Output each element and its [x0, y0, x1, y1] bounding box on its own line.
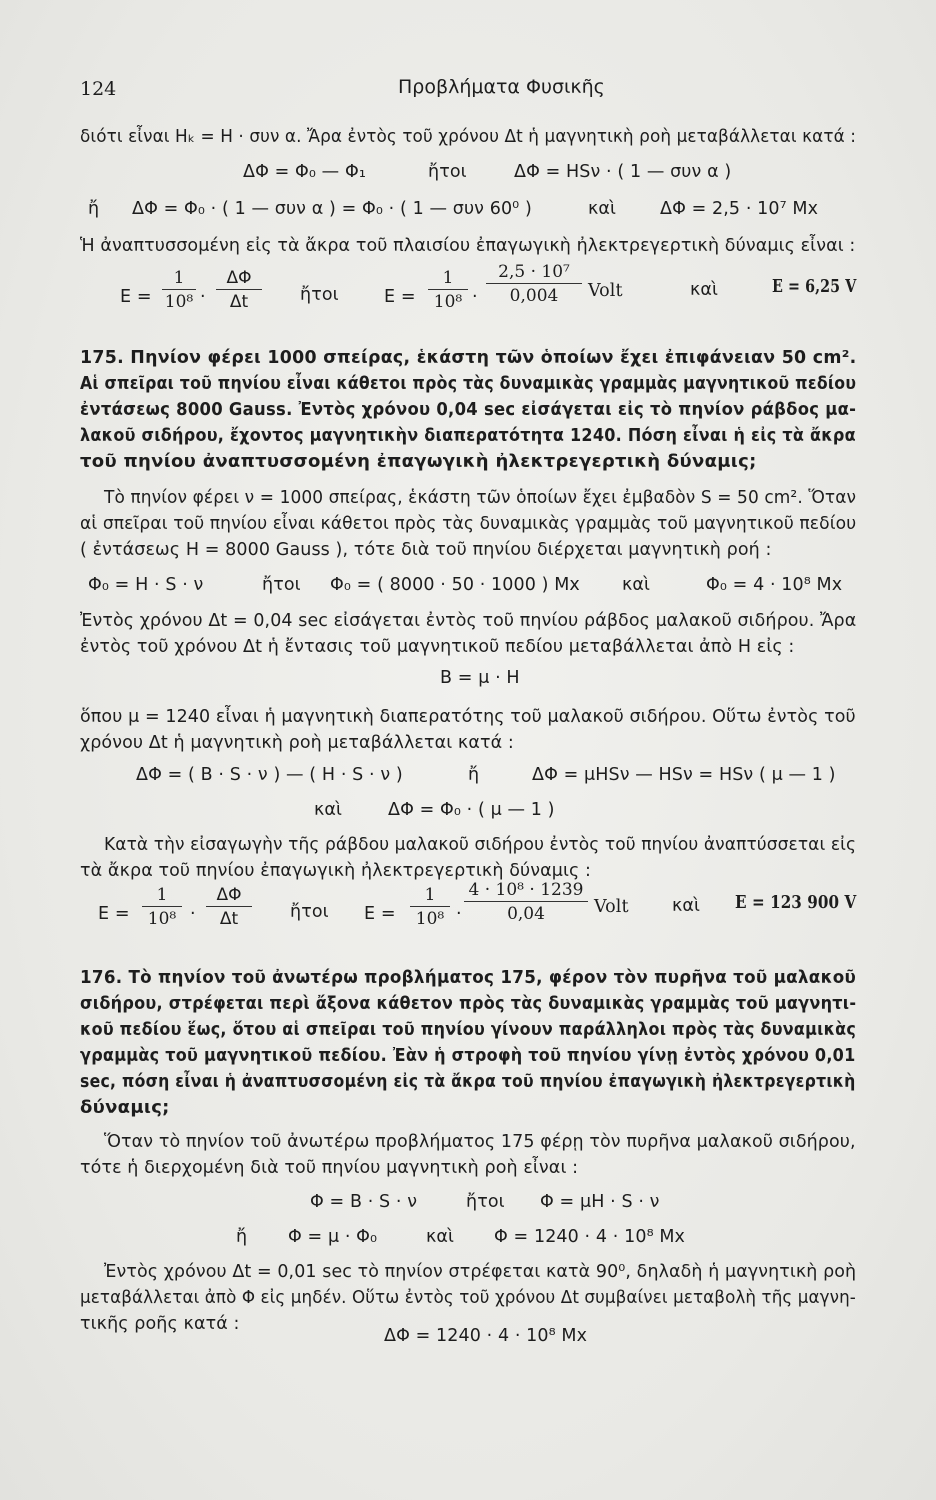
equation-connector: καὶ — [622, 575, 651, 595]
fraction — [464, 880, 588, 924]
text-line: διότι εἶναι Ηₖ = Η · συν α. Ἄρα ἐντὸς τοῦ χρόνου Δt ἡ μαγνητικὴ ροὴ μεταβάλλεται κατά : — [80, 127, 857, 147]
text-line: τικῆς ροῆς κατά : — [80, 1314, 240, 1334]
equation: B = μ · H — [440, 668, 520, 688]
equation: ΔΦ = Φ₀ — Φ₁ — [243, 162, 366, 182]
formula-result: E = 123 900 V — [735, 893, 857, 913]
fraction-denominator: Δt — [229, 292, 249, 312]
unit-label: Volt — [588, 281, 623, 301]
problem-line: sec, πόση εἶναι ἡ ἀναπτυσσομένη εἰς τὰ ἄκρα τοῦ πηνίου ἐπαγωγικὴ ἠλεκτρεγερτικὴ — [80, 1071, 856, 1092]
fraction-denominator: 0,04 — [507, 904, 545, 924]
equation: ΔΦ = Φ₀ · ( 1 — συν α ) = Φ₀ · ( 1 — συν 60⁰ ) — [132, 199, 532, 219]
text-line: μεταβάλλεται ἀπὸ Φ εἰς μηδέν. Οὕτω ἐντὸς τοῦ χρόνου Δt συμβαίνει μεταβολὴ τῆς μαγνη- — [80, 1288, 856, 1308]
equation-connector: ἤ — [468, 765, 480, 785]
fraction-denominator: 10⁸ — [433, 292, 463, 312]
problem-line: κοῦ πεδίου ἕως, ὅτου αἱ σπεῖραι τοῦ πηνίου γίνουν παράλληλοι πρὸς τὰς δυναμικὰς — [80, 1019, 857, 1040]
equation-connector: ἤτοι — [300, 285, 339, 305]
fraction — [216, 268, 262, 312]
formula-result: E = 6,25 V — [772, 277, 857, 297]
equation-connector: καὶ — [588, 199, 617, 219]
fraction-numerator: 1 — [162, 268, 196, 290]
equation: Φ = 1240 · 4 · 10⁸ Mx — [494, 1227, 686, 1247]
formula-lhs: E = — [364, 904, 396, 924]
multiply-dot: · — [456, 904, 462, 924]
fraction — [162, 268, 196, 312]
fraction-denominator: Δt — [219, 909, 239, 929]
formula-lhs: E = — [384, 287, 416, 307]
problem-line: γραμμὰς τοῦ μαγνητικοῦ πεδίου. Ἐὰν ἡ στροφὴ τοῦ πηνίου γίνῃ ἐντὸς χρόνου 0,01 — [80, 1045, 856, 1066]
equation: ΔΦ = ( B · S · ν ) — ( H · S · ν ) — [136, 765, 403, 785]
fraction-denominator: 10⁸ — [147, 909, 177, 929]
formula-lhs: E = — [98, 904, 130, 924]
text-line: Ἐντὸς χρόνου Δt = 0,04 sec εἰσάγεται ἐντὸς τοῦ πηνίου ράβδος μαλακοῦ σιδήρου. Ἄρα — [80, 611, 857, 631]
text-line: τὰ ἄκρα τοῦ πηνίου ἐπαγωγικὴ ἠλεκτρεγερτικὴ δύναμις : — [80, 861, 592, 881]
unit-label: Volt — [594, 897, 629, 917]
problem-line: 176. Τὸ πηνίον τοῦ ἀνωτέρω προβλήματος 175, φέρον τὸν πυρῆνα τοῦ μαλακοῦ — [80, 967, 857, 988]
problem-line: δύναμις; — [80, 1097, 170, 1118]
fraction — [206, 885, 252, 929]
equation-connector: ἤ — [88, 199, 100, 219]
equation-connector: καὶ — [672, 896, 701, 916]
fraction — [410, 885, 450, 929]
equation: Φ = μH · S · ν — [540, 1192, 660, 1212]
equation-connector: καὶ — [426, 1227, 455, 1247]
text-line: ( ἐντάσεως H = 8000 Gauss ), τότε διὰ τοῦ πηνίου διέρχεται μαγνητικὴ ροή : — [80, 540, 772, 560]
problem-line: 175. Πηνίον φέρει 1000 σπείρας, ἑκάστη τῶν ὁποίων ἔχει ἐπιφάνειαν 50 cm². — [80, 347, 857, 368]
equation: Φ₀ = ( 8000 · 50 · 1000 ) Mx — [330, 575, 580, 595]
fraction-numerator: 1 — [142, 885, 182, 907]
text-line: Ἡ ἀναπτυσσομένη εἰς τὰ ἄκρα τοῦ πλαισίου ἐπαγωγικὴ ἠλεκτρεγερτικὴ δύναμις εἶναι : — [80, 236, 856, 256]
problem-line: σιδήρου, στρέφεται περὶ ἄξονα κάθετον πρὸς τὰς δυναμικὰς γραμμὰς τοῦ μαγνητι- — [80, 993, 857, 1014]
equation: Φ = B · S · ν — [310, 1192, 418, 1212]
equation-connector: καὶ — [314, 800, 343, 820]
fraction-numerator: 1 — [428, 268, 468, 290]
fraction — [486, 262, 582, 306]
fraction-denominator: 0,004 — [509, 286, 559, 306]
fraction-denominator: 10⁸ — [164, 292, 194, 312]
equation-connector: ἤ — [236, 1227, 248, 1247]
equation: ΔΦ = μHSν — HSν = HSν ( μ — 1 ) — [532, 765, 836, 785]
equation: ΔΦ = HSν · ( 1 — συν α ) — [514, 162, 732, 182]
equation: Φ₀ = H · S · ν — [88, 575, 204, 595]
fraction-numerator: 1 — [410, 885, 450, 907]
text-line: ἐντὸς τοῦ χρόνου Δt ἡ ἔντασις τοῦ μαγνητικοῦ πεδίου μεταβάλλεται ἀπὸ H εἰς : — [80, 637, 795, 657]
problem-line: ἐντάσεως 8000 Gauss. Ἐντὸς χρόνου 0,04 sec εἰσάγεται εἰς τὸ πηνίον ράβδος μα- — [80, 399, 857, 420]
page-number: 124 — [80, 78, 117, 100]
text-line: Ὅταν τὸ πηνίον τοῦ ἀνωτέρω προβλήματος 175 φέρῃ τὸν πυρῆνα μαλακοῦ σιδήρου, — [104, 1132, 856, 1152]
multiply-dot: · — [190, 904, 196, 924]
fraction — [428, 268, 468, 312]
equation-connector: ἤτοι — [262, 575, 301, 595]
fraction — [142, 885, 182, 929]
text-line: ὅπου μ = 1240 εἶναι ἡ μαγνητικὴ διαπερατότης τοῦ μαλακοῦ σιδήρου. Οὕτω ἐντὸς τοῦ — [80, 707, 856, 727]
problem-line: τοῦ πηνίου ἀναπτυσσομένη ἐπαγωγικὴ ἠλεκτρεγερτικὴ δύναμις; — [80, 451, 757, 472]
equation: ΔΦ = Φ₀ · ( μ — 1 ) — [388, 800, 555, 820]
fraction-numerator: ΔΦ — [206, 885, 252, 907]
text-line: Ἐντὸς χρόνου Δt = 0,01 sec τὸ πηνίον στρέφεται κατὰ 90⁰, δηλαδὴ ἡ μαγνητικὴ ροὴ — [104, 1262, 857, 1282]
text-line: τότε ἡ διερχομένη διὰ τοῦ πηνίου μαγνητικὴ ροὴ εἶναι : — [80, 1158, 579, 1178]
equation: Φ₀ = 4 · 10⁸ Mx — [706, 575, 843, 595]
equation: Φ = μ · Φ₀ — [288, 1227, 378, 1247]
problem-line: λακοῦ σιδήρου, ἔχοντος μαγνητικὴν διαπερατότητα 1240. Πόση εἶναι ἡ εἰς τὰ ἄκρα — [80, 425, 856, 446]
text-line: αἱ σπεῖραι τοῦ πηνίου εἶναι κάθετοι πρὸς τὰς δυναμικὰς γραμμὰς τοῦ μαγνητικοῦ πεδίου — [80, 514, 857, 534]
multiply-dot: · — [200, 287, 206, 307]
equation-connector: καὶ — [690, 280, 719, 300]
equation: ΔΦ = 1240 · 4 · 10⁸ Mx — [384, 1326, 588, 1346]
text-line: χρόνου Δt ἡ μαγνητικὴ ροὴ μεταβάλλεται κατά : — [80, 733, 514, 753]
running-title: Προβλήματα Φυσικῆς — [398, 76, 605, 98]
fraction-numerator: 2,5 · 10⁷ — [486, 262, 582, 284]
formula-lhs: E = — [120, 287, 152, 307]
equation-connector: ἤτοι — [428, 162, 467, 182]
text-line: Κατὰ τὴν εἰσαγωγὴν τῆς ράβδου μαλακοῦ σιδήρου ἐντὸς τοῦ πηνίου ἀναπτύσσεται εἰς — [104, 835, 857, 855]
equation-connector: ἤτοι — [290, 902, 329, 922]
equation: ΔΦ = 2,5 · 10⁷ Mx — [660, 199, 819, 219]
multiply-dot: · — [472, 287, 478, 307]
text-line: Τὸ πηνίον φέρει ν = 1000 σπείρας, ἑκάστη τῶν ὁποίων ἔχει ἐμβαδὸν S = 50 cm². Ὅταν — [104, 488, 857, 508]
problem-line: Αἱ σπεῖραι τοῦ πηνίου εἶναι κάθετοι πρὸς τὰς δυναμικὰς γραμμὰς μαγνητικοῦ πεδίου — [80, 373, 857, 394]
fraction-numerator: ΔΦ — [216, 268, 262, 290]
equation-connector: ἤτοι — [466, 1192, 505, 1212]
fraction-numerator: 4 · 10⁸ · 1239 — [464, 880, 588, 902]
fraction-denominator: 10⁸ — [415, 909, 445, 929]
